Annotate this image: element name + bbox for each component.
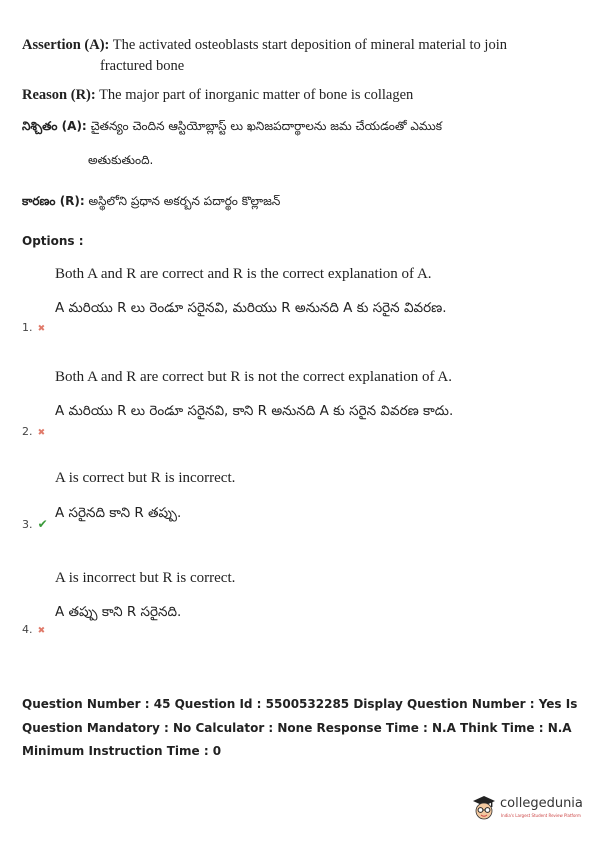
option-2-english: Both A and R are correct but R is not the correct explanation of A. [55, 369, 452, 385]
assertion-line [22, 37, 507, 54]
telugu-assertion-line [22, 119, 442, 136]
option-1-english: Both A and R are correct and R is the correct explanation of A. [55, 266, 432, 282]
mascot-icon [470, 794, 498, 822]
option-3-english: A is correct but R is incorrect. [55, 470, 236, 486]
option-2-number: 2. [22, 425, 33, 438]
assertion-label: Assertion (A): [22, 37, 110, 53]
telugu-reason-label: కారణం (R): [22, 194, 85, 208]
option-1-marker[interactable] [22, 316, 45, 335]
telugu-assertion-label: నిశ్చితం (A): [22, 119, 87, 133]
assertion-text: The activated osteoblasts start deposition of mineral material to join [112, 37, 507, 53]
option-3-number: 3. [22, 518, 33, 531]
option-3-telugu: A సరైనది కాని R తప్పు. [55, 505, 182, 521]
telugu-assertion-text: చైతన్యం చెందిన ఆస్టియోబ్లాస్ట్ లు ఖనిజపదార్థాలను జమ చేయడంతో ఎముక [90, 119, 443, 133]
wrong-mark-icon: ✖ [37, 324, 46, 334]
telugu-reason-line [22, 194, 280, 211]
collegedunia-logo [470, 794, 590, 824]
logo-name: collegedunia [500, 796, 583, 811]
options-label: Options : [22, 234, 84, 248]
option-4-number: 4. [22, 623, 33, 636]
question-metadata: Question Number : 45 Question Id : 5500532285 Display Question Number : Yes Is Question Mandatory : No Calculator : None Response Time : N.A Think Time : N.A Minimum Instruction Time : 0 [22, 697, 578, 758]
wrong-mark-icon: ✖ [37, 626, 46, 636]
option-1-telugu: A మరియు R లు రెండూ సరైనవి, మరియు R అనునది A కు సరైన వివరణ. [55, 300, 447, 316]
reason-label: Reason (R): [22, 87, 96, 103]
wrong-mark-icon: ✖ [37, 428, 46, 438]
logo-tagline: India's Largest Student Review Platform [501, 813, 581, 818]
option-1-number: 1. [22, 321, 33, 334]
option-4-telugu: A తప్పు కాని R సరైనది. [55, 604, 182, 620]
telugu-assertion-text-continued: అతుకుతుంది. [88, 153, 154, 167]
option-2-marker[interactable] [22, 420, 45, 439]
assertion-text-continued: fractured bone [100, 58, 185, 74]
telugu-reason-text: అస్థిలోని ప్రధాన అకర్బన పదార్థం కొల్లాజన్ [88, 194, 281, 208]
option-2-telugu: A మరియు R లు రెండూ సరైనవి, కాని R అనునది A కు సరైన వివరణ కాదు. [55, 403, 454, 419]
option-4-marker[interactable] [22, 618, 45, 637]
reason-text: The major part of inorganic matter of bone is collagen [99, 87, 414, 103]
correct-check-icon: ✔ [37, 517, 48, 531]
option-4-english: A is incorrect but R is correct. [55, 570, 236, 586]
reason-line [22, 87, 413, 104]
option-3-marker[interactable] [22, 513, 48, 532]
